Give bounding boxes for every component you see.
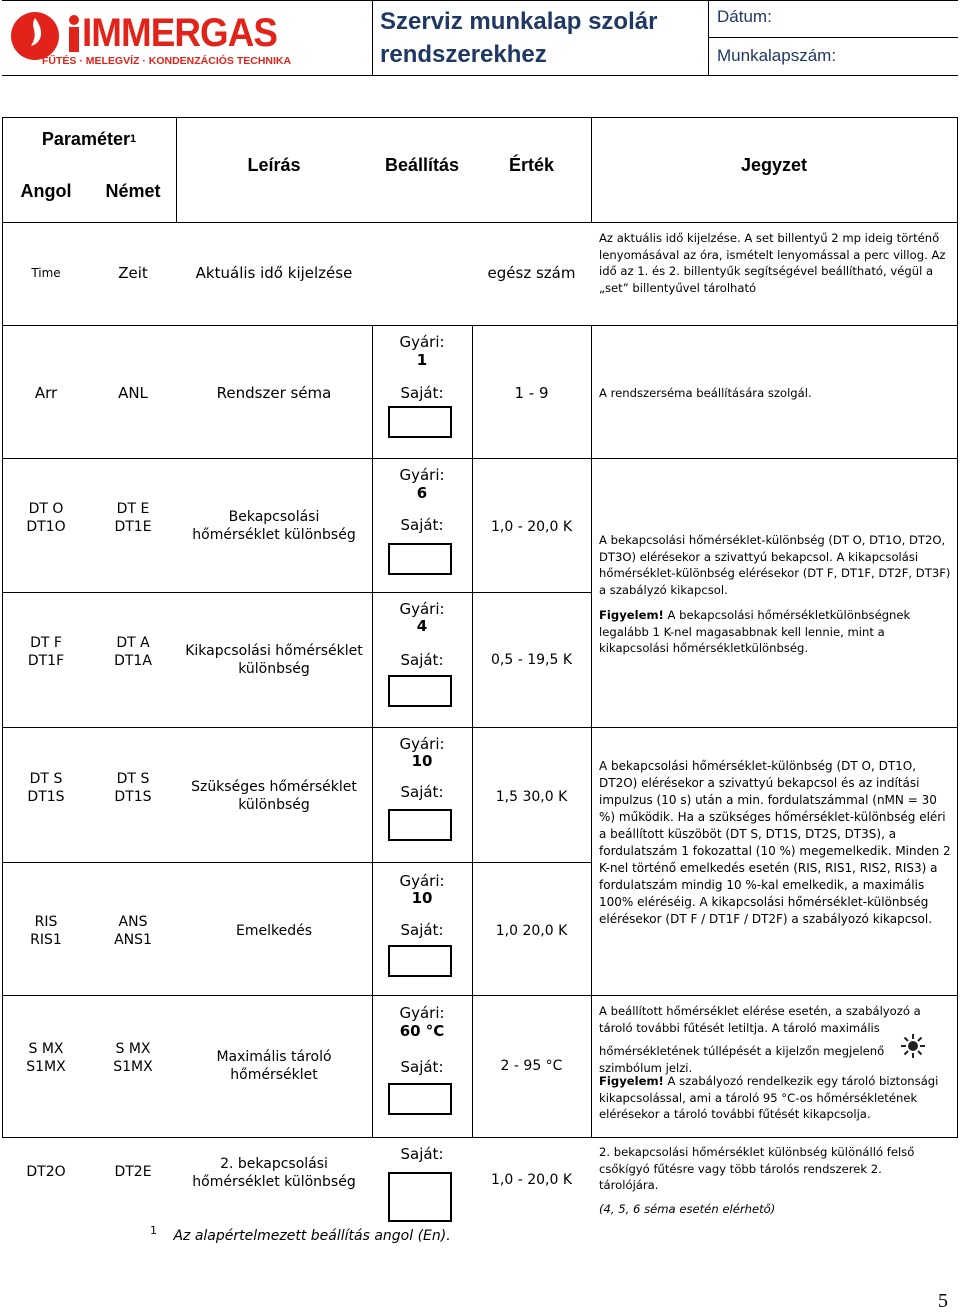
factory-value: 4 xyxy=(416,617,428,635)
param-english: RIS RIS1 xyxy=(30,914,62,948)
factory-value: 10 xyxy=(411,752,433,770)
brand-logo xyxy=(2,1,373,75)
own-value-input[interactable] xyxy=(388,675,452,707)
column-header-german: Német xyxy=(105,180,161,201)
factory-label: Gyári: xyxy=(399,466,445,484)
factory-value: 10 xyxy=(411,889,433,907)
param-english: Time xyxy=(31,265,61,280)
column-header-note: Jegyzet xyxy=(740,154,808,175)
brand-name: IMMERGAS xyxy=(82,11,278,55)
factory-label: Gyári: xyxy=(399,600,445,618)
footnote xyxy=(150,1224,451,1244)
footnote-text: Az alapértelmezett beállítás angol (En). xyxy=(173,1227,451,1244)
param-value-range: 1,0 20,0 K xyxy=(495,922,568,939)
own-label: Saját: xyxy=(400,1058,444,1076)
date-box xyxy=(709,1,958,75)
own-value-input[interactable] xyxy=(388,1172,452,1222)
own-label: Saját: xyxy=(400,783,444,801)
title-box xyxy=(372,1,709,75)
param-german: ANS ANS1 xyxy=(114,914,152,948)
param-description: Kikapcsolási hőmérséklet különbség xyxy=(185,643,363,677)
own-value-input[interactable] xyxy=(388,809,452,841)
worksheet-number-label: Munkalapszám: xyxy=(717,46,837,65)
sun-symbol-icon xyxy=(900,1033,926,1059)
factory-value: 60 °C xyxy=(399,1022,445,1040)
param-description: Szükséges hőmérséklet különbség xyxy=(191,779,357,813)
param-value-range: 2 - 95 °C xyxy=(500,1057,563,1074)
footnote-mark: 1 xyxy=(150,1224,157,1237)
param-note: A beállított hőmérséklet elérése esetén, a szabályozó a tároló további fűtését letiltja. A tároló maximális xyxy=(599,1004,921,1035)
column-header-setting: Beállítás xyxy=(384,154,460,175)
column-header-description: Leírás xyxy=(247,154,301,175)
own-value-input[interactable] xyxy=(388,406,452,438)
param-description: Maximális tároló hőmérséklet xyxy=(216,1049,332,1083)
factory-label: Gyári: xyxy=(399,333,445,351)
param-value-range: 1,0 - 20,0 K xyxy=(490,1171,573,1188)
page-header xyxy=(2,0,958,76)
param-value-range: 1,5 30,0 K xyxy=(495,788,568,805)
param-english: S MX S1MX xyxy=(26,1041,66,1075)
param-note-continued: hőmérsékletének túllépését a kijelzőn megjelenő szimbólum jelzi. xyxy=(599,1044,885,1075)
param-note: 2. bekapcsolási hőmérséklet különbség különálló felső csőkígyó fűtésre vagy több tárolós rendszerek 2. tárolójára. xyxy=(599,1145,915,1193)
param-german: ANL xyxy=(118,383,148,402)
date-label: Dátum: xyxy=(717,7,772,26)
document-title: Szerviz munkalap szolár rendszerekhez xyxy=(380,8,658,68)
own-value-input[interactable] xyxy=(388,945,452,977)
column-header-value: Érték xyxy=(508,154,555,175)
factory-value: 1 xyxy=(416,351,428,369)
param-english: DT S DT1S xyxy=(27,771,65,805)
param-german: DT2E xyxy=(114,1163,152,1180)
param-english: Arr xyxy=(34,383,58,402)
own-label: Saját: xyxy=(400,516,444,534)
param-description: Rendszer séma xyxy=(216,383,332,402)
own-label: Saját: xyxy=(400,384,444,402)
param-note: A bekapcsolási hőmérséklet-különbség (DT O, DT1O, DT2O, DT3O) elérésekor a szivattyú bekapcsol. A kikapcsolási hőmérséklet-különbség elérésekor (DT F, DT1F, DT2F, DT3F) a szabályzó kikapcsol. xyxy=(599,533,951,597)
param-warning-note: Figyelem! A bekapcsolási hőmérsékletkülönbségnek legalább 1 K-nel magasabbnak kell lennie, mint a kikapcsolási hőmérsékletkülönbség. xyxy=(599,608,911,656)
param-value-range: 1,0 - 20,0 K xyxy=(490,518,573,535)
own-label: Saját: xyxy=(400,1145,444,1163)
param-english: DT O DT1O xyxy=(26,501,66,535)
param-german: DT E DT1E xyxy=(114,501,152,535)
param-german: Zeit xyxy=(118,263,148,282)
param-value-range: egész szám xyxy=(487,263,576,282)
param-english: DT2O xyxy=(26,1163,66,1180)
param-german: S MX S1MX xyxy=(113,1041,153,1075)
param-description: Emelkedés xyxy=(235,922,312,939)
param-value-range: 1 - 9 xyxy=(514,383,549,402)
factory-label: Gyári: xyxy=(399,735,445,753)
own-label: Saját: xyxy=(400,921,444,939)
own-label: Saját: xyxy=(400,651,444,669)
param-english: DT F DT1F xyxy=(27,635,65,669)
param-note: Az aktuális idő kijelzése. A set billentyű 2 mp ideig történő lenyomásával az óra, ismételt lenyomással a perc villog. Az idő az 1. és 2. billentyűk segítségével beállítható, végül a „set” billentyűvel tárolható xyxy=(599,231,946,295)
param-value-range: 0,5 - 19,5 K xyxy=(490,651,573,668)
brand-tagline: FŰTÉS · MELEGVÍZ · KONDENZÁCIÓS TECHNIKA xyxy=(42,55,292,67)
column-header-parameter: Paraméter 1 xyxy=(41,128,137,149)
param-description: 2. bekapcsolási hőmérséklet különbség xyxy=(192,1156,356,1190)
own-value-input[interactable] xyxy=(388,1083,452,1115)
param-note: A bekapcsolási hőmérséklet-különbség (DT O, DT1O, DT2O) elérésekor a szivattyú bekapcsol és az indítási impulzus (10 s) után a min. fordulatszámmal (nMN = 30 %) működik. Ha a szükséges hőmérséklet-különbség eléri a beállított küszöböt (DT S, DT1S, DT2S, DT3S), a fordulatszám 1 fokozattal (10 %) megemelkedik. Minden 2 K-nel történő emelkedés esetén (RIS, RIS1, RIS2, RIS3) a fordulatszám mindig 10 %-kal emelkedik, a maximális 100% eléréséig. A kikapcsolási hőmérséklet-különbség elérésekor (DT F / DT1F / DT2F) a szabályozó kikapcsol. xyxy=(599,759,951,926)
param-availability-note: (4, 5, 6 séma esetén elérhető) xyxy=(599,1202,776,1216)
factory-label: Gyári: xyxy=(399,1004,445,1022)
param-description: Aktuális idő kijelzése xyxy=(195,263,353,282)
param-note: A rendszerséma beállítására szolgál. xyxy=(599,386,812,400)
own-value-input[interactable] xyxy=(388,543,452,575)
param-warning-note: Figyelem! A szabályozó rendelkezik egy tároló biztonsági kikapcsolással, ami a tároló 95 °C-os hőmérsékletének elérésekor a tároló további fűtését kikapcsolja. xyxy=(599,1074,939,1122)
factory-value: 6 xyxy=(416,484,428,502)
param-german: DT S DT1S xyxy=(114,771,152,805)
factory-label: Gyári: xyxy=(399,872,445,890)
param-german: DT A DT1A xyxy=(114,635,152,669)
param-description: Bekapcsolási hőmérséklet különbség xyxy=(192,509,356,543)
page-number: 5 xyxy=(938,1290,948,1312)
column-header-english: Angol xyxy=(20,180,72,201)
